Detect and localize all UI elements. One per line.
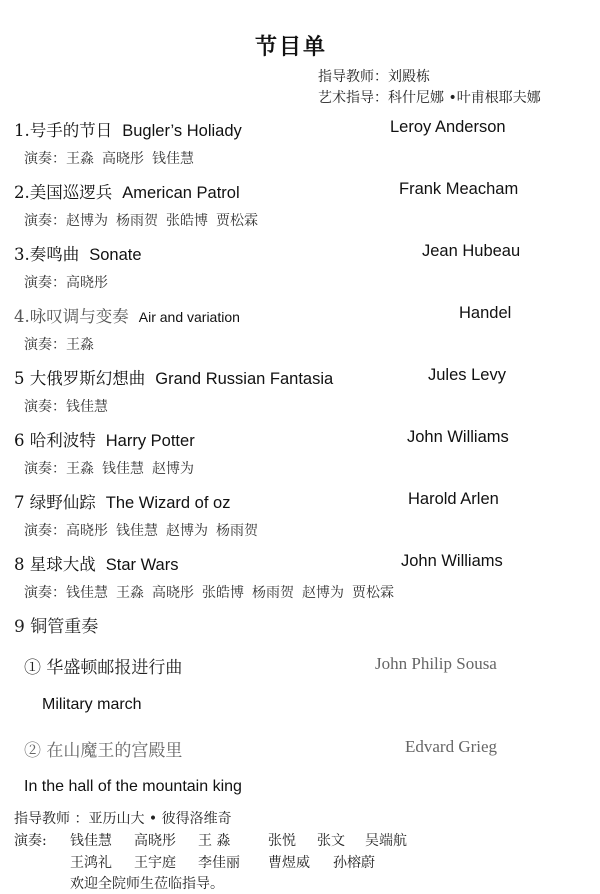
ensemble-title: 9 铜管重奏 bbox=[14, 617, 99, 637]
teacher-credit-name: 刘殿栋 bbox=[388, 69, 430, 85]
page-title: 节目单 bbox=[254, 35, 327, 60]
performer-name: 钱佳慧 bbox=[102, 461, 144, 477]
program-item-chinese-title: 2.美国巡逻兵 bbox=[14, 183, 113, 202]
program-item-composer: Frank Meacham bbox=[399, 180, 519, 198]
ensemble-piece-2-english-title: In the hall of the mountain king bbox=[24, 778, 242, 795]
footer-teacher-name: 亚历山大 • 彼得洛维奇 bbox=[88, 811, 232, 827]
performer-name: 钱佳慧 bbox=[66, 585, 108, 601]
program-item-title bbox=[14, 551, 178, 575]
performer-name: 钱佳慧 bbox=[152, 151, 194, 167]
performer-name: 高晓彤 bbox=[152, 585, 194, 601]
program-item-composer: Harold Arlen bbox=[408, 490, 499, 508]
program-item-title bbox=[14, 427, 195, 451]
ensemble-piece-1-title: ① 华盛顿邮报进行曲 bbox=[24, 658, 183, 678]
art-director-credit-label: 艺术指导： bbox=[318, 90, 388, 106]
program-item-english-title: Air and variation bbox=[138, 309, 240, 325]
program-item-performers bbox=[24, 396, 116, 416]
performers-label: 演奏： bbox=[24, 399, 66, 415]
footer-performer: 王宇庭 bbox=[134, 855, 176, 871]
ensemble-piece-2-composer: Edvard Grieg bbox=[405, 737, 498, 756]
footer-performers-row-2 bbox=[0, 852, 600, 872]
performers-label: 演奏： bbox=[24, 275, 66, 291]
program-item-title bbox=[14, 303, 240, 327]
footer-performers-row-1 bbox=[0, 830, 600, 850]
performer-name: 张皓博 bbox=[166, 213, 208, 229]
program-item-performers bbox=[24, 148, 202, 168]
performers-label: 演奏： bbox=[24, 461, 66, 477]
program-item-english-title: Bugler’s Holiady bbox=[122, 122, 242, 140]
program-item-chinese-title: 4.咏叹调与变奏 bbox=[14, 307, 129, 326]
footer-performer: 张文 bbox=[317, 833, 345, 849]
performer-name: 钱佳慧 bbox=[66, 399, 108, 415]
performer-name: 王淼 bbox=[66, 337, 94, 353]
footer-performer: 高晓彤 bbox=[134, 833, 176, 849]
footer-performer: 吴端航 bbox=[365, 833, 407, 849]
program-item-performers bbox=[24, 520, 266, 540]
performers-label: 演奏： bbox=[24, 151, 66, 167]
footer-performer: 孙榕蔚 bbox=[333, 855, 375, 871]
performer-name: 钱佳慧 bbox=[116, 523, 158, 539]
program-item-composer: Leroy Anderson bbox=[390, 118, 506, 136]
program-item-english-title: The Wizard of oz bbox=[105, 494, 231, 512]
ensemble-piece-1-composer: John Philip Sousa bbox=[375, 654, 497, 673]
performer-name: 贾松霖 bbox=[216, 213, 258, 229]
program-item-title bbox=[14, 117, 242, 141]
program-item-title bbox=[14, 241, 142, 265]
footer-performer: 王 淼 bbox=[198, 833, 231, 849]
performer-name: 赵博为 bbox=[152, 461, 194, 477]
program-item-chinese-title: 6 哈利波特 bbox=[14, 431, 96, 450]
program-item-chinese-title: 3.奏鸣曲 bbox=[14, 245, 80, 264]
ensemble-piece-1-english-title: Military march bbox=[42, 696, 142, 713]
performer-name: 贾松霖 bbox=[352, 585, 394, 601]
performer-name: 王淼 bbox=[66, 151, 94, 167]
program-item-english-title: Harry Potter bbox=[105, 432, 195, 450]
performer-name: 高晓彤 bbox=[102, 151, 144, 167]
footer-teacher-label: 指导教师 ： bbox=[14, 811, 89, 827]
art-director-credit-name: 科什尼娜 •叶甫根耶夫娜 bbox=[388, 90, 541, 106]
program-item-english-title: American Patrol bbox=[122, 184, 240, 202]
program-item-composer: John Williams bbox=[407, 428, 509, 446]
program-item-title bbox=[14, 365, 333, 389]
program-item-performers bbox=[24, 582, 402, 602]
performer-name: 杨雨贺 bbox=[252, 585, 294, 601]
program-item-composer: Handel bbox=[459, 304, 512, 322]
program-item-english-title: Sonate bbox=[89, 246, 142, 264]
footer-closing: 欢迎全院师生莅临指导。 bbox=[70, 876, 224, 892]
teacher-credit-label: 指导教师： bbox=[318, 69, 388, 85]
footer-performer: 钱佳慧 bbox=[70, 833, 112, 849]
footer-performer: 张悦 bbox=[268, 833, 296, 849]
footer-performers-label: 演奏: bbox=[14, 833, 47, 849]
program-item-composer: Jean Hubeau bbox=[422, 242, 521, 260]
performer-name: 杨雨贺 bbox=[116, 213, 158, 229]
footer-performer: 曹煜威 bbox=[268, 855, 310, 871]
performer-name: 高晓彤 bbox=[66, 523, 108, 539]
performer-name: 赵博为 bbox=[166, 523, 208, 539]
program-item-performers bbox=[24, 458, 202, 478]
program-item-performers bbox=[24, 272, 116, 292]
program-item-chinese-title: 1.号手的节日 bbox=[14, 121, 113, 140]
program-item-title bbox=[14, 179, 240, 203]
footer-performer: 李佳丽 bbox=[198, 855, 240, 871]
program-item-composer: John Williams bbox=[401, 552, 503, 570]
performer-name: 赵博为 bbox=[302, 585, 344, 601]
program-item-english-title: Star Wars bbox=[105, 556, 179, 574]
art-director-credit bbox=[318, 87, 541, 107]
performer-name: 杨雨贺 bbox=[216, 523, 258, 539]
program-item-performers bbox=[24, 210, 266, 230]
performers-label: 演奏： bbox=[24, 213, 66, 229]
performer-name: 王淼 bbox=[116, 585, 144, 601]
program-item-title bbox=[14, 489, 230, 513]
performer-name: 高晓彤 bbox=[66, 275, 108, 291]
performers-label: 演奏： bbox=[24, 523, 66, 539]
footer-teacher bbox=[14, 808, 232, 828]
teacher-credit bbox=[318, 66, 430, 86]
performers-label: 演奏： bbox=[24, 585, 66, 601]
program-item-chinese-title: 7 绿野仙踪 bbox=[14, 493, 96, 512]
footer-performer: 王鸿礼 bbox=[70, 855, 112, 871]
program-item-composer: Jules Levy bbox=[428, 366, 506, 384]
performer-name: 王淼 bbox=[66, 461, 94, 477]
program-item-performers bbox=[24, 334, 102, 354]
program-item-chinese-title: 5 大俄罗斯幻想曲 bbox=[14, 369, 146, 388]
program-item-english-title: Grand Russian Fantasia bbox=[155, 370, 334, 388]
performer-name: 赵博为 bbox=[66, 213, 108, 229]
ensemble-piece-2-title: ② 在山魔王的宫殿里 bbox=[24, 741, 183, 761]
program-item-chinese-title: 8 星球大战 bbox=[14, 555, 96, 574]
performers-label: 演奏： bbox=[24, 337, 66, 353]
performer-name: 张皓博 bbox=[202, 585, 244, 601]
